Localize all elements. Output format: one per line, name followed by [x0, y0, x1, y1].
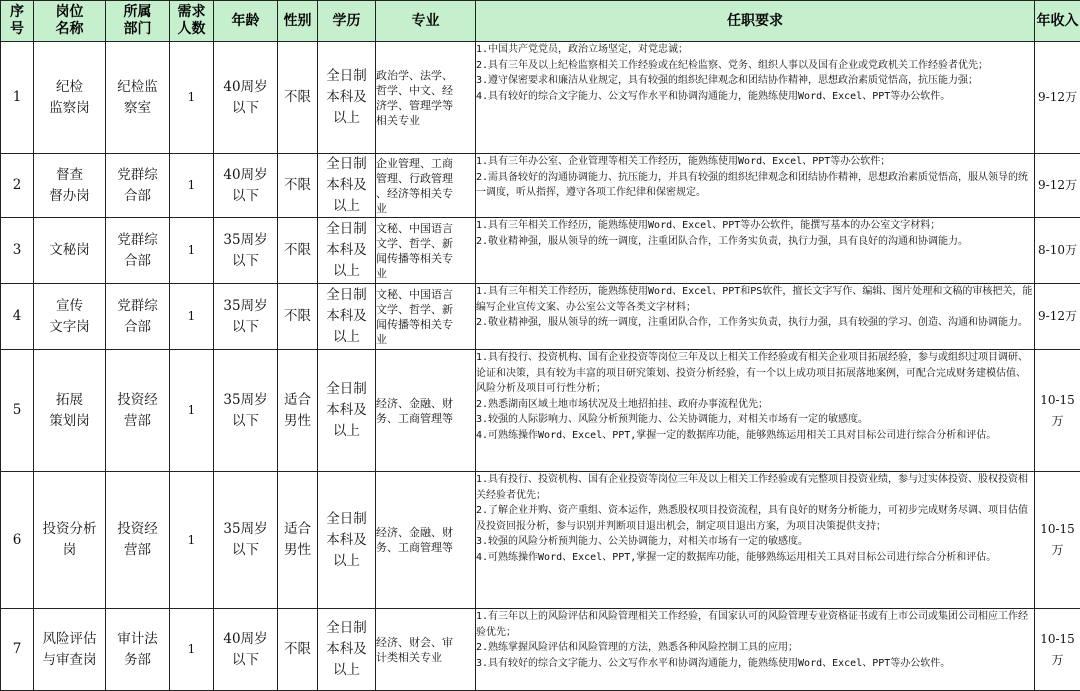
table-body	[1, 42, 1080, 691]
department-cell	[106, 42, 170, 154]
requirements-cell	[476, 42, 1035, 154]
table-row	[1, 284, 1080, 350]
age-limit-cell	[214, 42, 278, 154]
gender-cell	[278, 154, 318, 218]
headcount-cell	[170, 218, 214, 284]
headcount-cell	[170, 154, 214, 218]
header-row	[1, 1, 1080, 42]
table-row	[1, 218, 1080, 284]
gender-text: 不限	[278, 175, 317, 196]
department-text: 党群综 合部	[106, 165, 169, 207]
major-cell	[376, 472, 476, 609]
department-cell	[106, 609, 170, 691]
headcount-text: 1	[170, 639, 213, 660]
requirements-cell	[476, 609, 1035, 691]
annual-salary-text: 10-15万	[1035, 629, 1080, 671]
row-number-cell	[1, 472, 34, 609]
position-name-text: 督查 督办岗	[34, 165, 105, 207]
department-cell	[106, 218, 170, 284]
header-req: 任职要求	[476, 1, 1035, 42]
requirements-cell	[476, 350, 1035, 472]
headcount-text: 1	[170, 400, 213, 421]
department-text: 党群综 合部	[106, 230, 169, 272]
row-number-text: 2	[1, 175, 33, 196]
row-number-text: 6	[1, 530, 33, 551]
major-cell	[376, 609, 476, 691]
headcount-text: 1	[170, 530, 213, 551]
annual-salary-cell	[1035, 609, 1080, 691]
gender-cell	[278, 42, 318, 154]
annual-salary-cell	[1035, 218, 1080, 284]
table-row	[1, 350, 1080, 472]
requirements-text: 1.具有投行、投资机构、国有企业投资等岗位三年及以上相关工作经验或有完整项目投资业绩，参与过实体投资、股权投资相关经验者优先； 2.了解企业并购、资产重组、资本运作，熟悉股权项目投资流程，具有良好的财务分析能力，可初步完成财务尽调、项目估值及投资回报分析，参与识别并判断项目退出机会，制定项目退出方案，为项目决策提供支持； 3.较强的风险分析预判能力、公关协调能力，对相关市场有一定的敏感度。 4.可熟练操作Word、Excel、PPT,掌握一定的数据库功能，能够熟练运用相关工具对目标公司进行综合分析和评估。	[476, 472, 1034, 565]
headcount-cell	[170, 284, 214, 350]
table-row	[1, 42, 1080, 154]
gender-cell	[278, 350, 318, 472]
age-limit-cell	[214, 350, 278, 472]
major-cell	[376, 42, 476, 154]
headcount-cell	[170, 350, 214, 472]
requirements-text: 1.具有三年办公室、企业管理等相关工作经历，能熟练使用Word、Excel、PPT等办公软件； 2.需具备较好的沟通协调能力、抗压能力，并具有较强的组织纪律观念和团结协作精神，思想政治素质觉悟高，服从领导的统一调度，听从指挥，遵守各项工作纪律和保密规定。	[476, 154, 1034, 201]
department-cell	[106, 472, 170, 609]
table-row	[1, 154, 1080, 218]
position-name-cell	[34, 42, 106, 154]
annual-salary-cell	[1035, 350, 1080, 472]
education-text: 全日制 本科及 以上	[318, 219, 375, 282]
row-number-cell	[1, 42, 34, 154]
education-text: 全日制 本科及 以上	[318, 285, 375, 348]
table-row	[1, 472, 1080, 609]
headcount-text: 1	[170, 175, 213, 196]
position-name-cell	[34, 472, 106, 609]
gender-text: 不限	[278, 306, 317, 327]
major-text: 企业管理、工商 管理、行政管理 、经济等相关专 业	[376, 156, 475, 216]
position-name-text: 风险评估 与审查岗	[34, 629, 105, 671]
headcount-cell	[170, 42, 214, 154]
requirements-text: 1.具有投行、投资机构、国有企业投资等岗位三年及以上相关工作经验或有相关企业项目拓展经验，参与或组织过项目调研、论证和决策，具有较为丰富的项目研究策划、投资分析经验，有一个以上成功项目拓展落地案例，可配合完成财务建模估值、风险分析及项目可行性分析； 2.熟悉湖南区域土地市场状况及土地招拍挂、政府办事流程优先； 3.较强的人际影响力、风险分析预判能力、公关协调能力，对相关市场有一定的敏感度。 4.可熟练操作Word、Excel、PPT,掌握一定的数据库功能，能够熟练运用相关工具对目标公司进行综合分析和评估。	[476, 350, 1034, 443]
major-cell	[376, 284, 476, 350]
position-name-cell	[34, 284, 106, 350]
header-gender: 性别	[278, 1, 318, 42]
education-cell	[318, 154, 376, 218]
age-limit-text: 35周岁 以下	[214, 296, 277, 338]
major-text: 经济、金融、财 务、工商管理等	[376, 525, 475, 555]
position-name-cell	[34, 218, 106, 284]
annual-salary-text: 9-12万	[1035, 175, 1080, 196]
row-number-cell	[1, 609, 34, 691]
age-limit-cell	[214, 218, 278, 284]
annual-salary-text: 8-10万	[1035, 240, 1080, 261]
row-number-cell	[1, 284, 34, 350]
education-cell	[318, 284, 376, 350]
requirements-text: 1.有三年以上的风险评估和风险管理相关工作经验，有国家认可的风险管理专业资格证书或有上市公司或集团公司相应工作经验优先； 2.熟练掌握风险评估和风险管理的方法，熟悉各种风险控制工具的应用； 3.具有较好的综合文字能力、公文写作水平和协调沟通能力，能熟练使用Word、Excel、PPT等办公软件。	[476, 609, 1034, 671]
education-text: 全日制 本科及 以上	[318, 618, 375, 681]
age-limit-cell	[214, 609, 278, 691]
row-number-cell	[1, 154, 34, 218]
requirements-cell	[476, 284, 1035, 350]
age-limit-cell	[214, 284, 278, 350]
position-name-text: 文秘岗	[34, 240, 105, 261]
department-cell	[106, 154, 170, 218]
header-major: 专业	[376, 1, 476, 42]
age-limit-cell	[214, 472, 278, 609]
headcount-text: 1	[170, 87, 213, 108]
requirements-text: 1.具有三年相关工作经历，能熟练使用Word、Excel、PPT和PS软件，擅长文字写作、编辑、图片处理和文稿的审核把关，能编写企业宣传文案、办公室公文等各类文字材料； 2.敬业精神强，服从领导的统一调度，注重团队合作，工作务实负责，执行力强，具有较强的学习、创造、沟通和协调能力。	[476, 284, 1034, 331]
gender-text: 适合 男性	[278, 390, 317, 432]
major-text: 政治学、法学、 哲学、中文、经 济学、管理学等 相关专业	[376, 68, 475, 128]
education-text: 全日制 本科及 以上	[318, 66, 375, 129]
major-text: 文秘、中国语言 文学、哲学、新 闻传播等相关专 业	[376, 221, 475, 281]
age-limit-text: 35周岁 以下	[214, 519, 277, 561]
row-number-cell	[1, 218, 34, 284]
headcount-cell	[170, 472, 214, 609]
requirements-text: 1.具有三年相关工作经历，能熟练使用Word、Excel、PPT等办公软件，能撰写基本的办公室文字材料； 2.敬业精神强，服从领导的统一调度，注重团队合作，工作务实负责，执行力强，具有良好的沟通和协调能力。	[476, 218, 1034, 249]
position-name-text: 拓展 策划岗	[34, 390, 105, 432]
major-text: 经济、财会、审 计类相关专业	[376, 635, 475, 665]
age-limit-text: 35周岁 以下	[214, 390, 277, 432]
major-cell	[376, 154, 476, 218]
row-number-text: 4	[1, 306, 33, 327]
gender-cell	[278, 284, 318, 350]
age-limit-cell	[214, 154, 278, 218]
header-dept: 所属 部门	[106, 1, 170, 42]
education-cell	[318, 42, 376, 154]
age-limit-text: 40周岁 以下	[214, 629, 277, 671]
department-cell	[106, 350, 170, 472]
education-text: 全日制 本科及 以上	[318, 379, 375, 442]
position-name-cell	[34, 609, 106, 691]
age-limit-text: 35周岁 以下	[214, 230, 277, 272]
headcount-cell	[170, 609, 214, 691]
education-cell	[318, 472, 376, 609]
annual-salary-text: 10-15万	[1035, 390, 1080, 432]
row-number-text: 5	[1, 400, 33, 421]
annual-salary-text: 9-12万	[1035, 306, 1080, 327]
annual-salary-cell	[1035, 154, 1080, 218]
annual-salary-text: 10-15万	[1035, 519, 1080, 561]
headcount-text: 1	[170, 306, 213, 327]
header-age: 年龄	[214, 1, 278, 42]
position-name-text: 投资分析 岗	[34, 519, 105, 561]
department-text: 审计法 务部	[106, 629, 169, 671]
age-limit-text: 40周岁 以下	[214, 77, 277, 119]
header-count: 需求 人数	[170, 1, 214, 42]
gender-text: 适合 男性	[278, 519, 317, 561]
position-name-text: 宣传 文字岗	[34, 296, 105, 338]
position-name-cell	[34, 154, 106, 218]
annual-salary-cell	[1035, 284, 1080, 350]
major-text: 经济、金融、财 务、工商管理等	[376, 396, 475, 426]
annual-salary-cell	[1035, 42, 1080, 154]
header-no: 序 号	[1, 1, 34, 42]
gender-text: 不限	[278, 240, 317, 261]
education-text: 全日制 本科及 以上	[318, 154, 375, 217]
table-row	[1, 609, 1080, 691]
annual-salary-cell	[1035, 472, 1080, 609]
department-text: 投资经 营部	[106, 390, 169, 432]
row-number-text: 7	[1, 639, 33, 660]
gender-text: 不限	[278, 639, 317, 660]
gender-cell	[278, 472, 318, 609]
position-name-text: 纪检 监察岗	[34, 77, 105, 119]
major-text: 文秘、中国语言 文学、哲学、新 闻传播等相关专 业	[376, 287, 475, 347]
gender-cell	[278, 609, 318, 691]
major-cell	[376, 218, 476, 284]
age-limit-text: 40周岁 以下	[214, 165, 277, 207]
department-cell	[106, 284, 170, 350]
department-text: 纪检监 察室	[106, 77, 169, 119]
annual-salary-text: 9-12万	[1035, 87, 1080, 108]
gender-text: 不限	[278, 87, 317, 108]
requirements-cell	[476, 154, 1035, 218]
header-edu: 学历	[318, 1, 376, 42]
position-name-cell	[34, 350, 106, 472]
requirements-cell	[476, 218, 1035, 284]
headcount-text: 1	[170, 240, 213, 261]
row-number-text: 3	[1, 240, 33, 261]
major-cell	[376, 350, 476, 472]
education-cell	[318, 350, 376, 472]
department-text: 投资经 营部	[106, 519, 169, 561]
row-number-text: 1	[1, 87, 33, 108]
requirements-text: 1.中国共产党党员，政治立场坚定，对党忠诚； 2.具有三年及以上纪检监察相关工作经验或在纪检监察、党务、组织人事以及国有企业或党政机关工作经验者优先； 3.遵守保密要求和廉洁从业规定，具有较强的组织纪律观念和团结协作精神，思想政治素质觉悟高，抗压能力强； 4.具有较好的综合文字能力、公文写作水平和协调沟通能力，能熟练使用Word、Excel、PPT等办公软件。	[476, 42, 1034, 104]
education-text: 全日制 本科及 以上	[318, 509, 375, 572]
education-cell	[318, 218, 376, 284]
header-salary: 年收入	[1035, 1, 1080, 42]
gender-cell	[278, 218, 318, 284]
education-cell	[318, 609, 376, 691]
department-text: 党群综 合部	[106, 296, 169, 338]
header-position: 岗位 名称	[34, 1, 106, 42]
row-number-cell	[1, 350, 34, 472]
requirements-cell	[476, 472, 1035, 609]
